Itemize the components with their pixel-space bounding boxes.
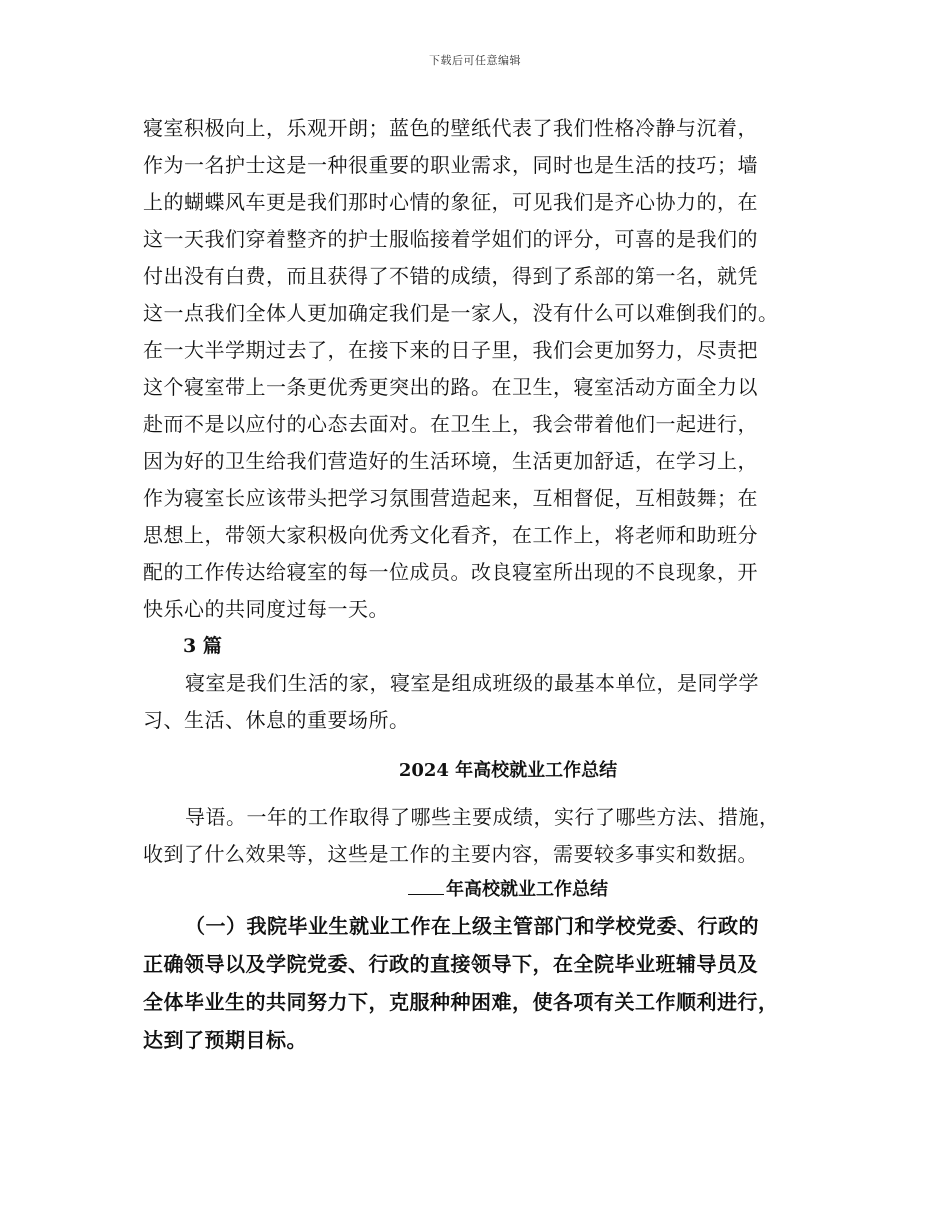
text-line: 赴而不是以应付的心态去面对。在卫生上，我会带着他们一起进行， — [143, 412, 758, 436]
text-line: （一）我院毕业生就业工作在上级主管部门和学校党委、行政的 — [185, 914, 759, 938]
document-body — [143, 110, 833, 1059]
text-line: 收到了什么效果等，这些是工作的主要内容，需要较多事实和数据。 — [143, 842, 758, 866]
text-line: 思想上，带领大家积极向优秀文化看齐，在工作上，将老师和助班分 — [143, 523, 758, 547]
text-line: 全体毕业生的共同努力下，克服种种困难，使各项有关工作顺利进行， — [143, 990, 779, 1014]
paragraph-article-intro — [143, 799, 833, 873]
text-line: 正确领导以及学院党委、行政的直接领导下，在全院毕业班辅导员及 — [143, 952, 758, 976]
paragraph-bold-summary — [143, 907, 833, 1059]
text-line: 作为寝室长应该带头把学习氛围营造起来，互相督促，互相鼓舞；在 — [143, 486, 758, 510]
paragraph-dorm-description — [143, 110, 833, 628]
text-line: 作为一名护士这是一种很重要的职业需求，同时也是生活的技巧；墙 — [143, 153, 758, 177]
text-line: 寝室是我们生活的家，寝室是组成班级的最基本单位，是同学学 — [185, 671, 759, 695]
text-line: 寝室积极向上，乐观开朗；蓝色的壁纸代表了我们性格冷静与沉着， — [143, 116, 758, 140]
subtitle-text: 年高校就业工作总结 — [446, 879, 608, 900]
section-heading: 3 篇 — [183, 635, 222, 657]
page-header-note: 下载后可任意编辑 — [429, 54, 521, 67]
paragraph-dorm-intro — [143, 665, 833, 739]
text-line: 导语。一年的工作取得了哪些主要成绩，实行了哪些方法、措施， — [185, 805, 780, 829]
text-line: 在一大半学期过去了，在接下来的日子里，我们会更加努力，尽责把 — [143, 338, 758, 362]
text-line: 达到了预期目标。 — [143, 1028, 307, 1052]
text-line: 这一点我们全体人更加确定我们是一家人，没有什么可以难倒我们的。 — [143, 301, 779, 325]
text-line: 配的工作传达给寝室的每一位成员。改良寝室所出现的不良现象，开 — [143, 560, 758, 584]
text-line: 快乐心的共同度过每一天。 — [143, 597, 389, 621]
text-line: 习、生活、休息的重要场所。 — [143, 708, 410, 732]
article-subtitle — [143, 873, 833, 907]
text-line: 因为好的卫生给我们营造好的生活环境，生活更加舒适，在学习上， — [143, 449, 758, 473]
text-line: 付出没有白费，而且获得了不错的成绩，得到了系部的第一名，就凭 — [143, 264, 758, 288]
text-line: 这个寝室带上一条更优秀更突出的路。在卫生，寝室活动方面全力以 — [143, 375, 758, 399]
text-line: 上的蝴蝶风车更是我们那时心情的象征，可见我们是齐心协力的，在 — [143, 190, 758, 214]
text-line: 这一天我们穿着整齐的护士服临接着学姐们的评分，可喜的是我们的 — [143, 227, 758, 251]
year-blank — [408, 876, 444, 895]
article-title: 2024 年高校就业工作总结 — [398, 760, 618, 781]
